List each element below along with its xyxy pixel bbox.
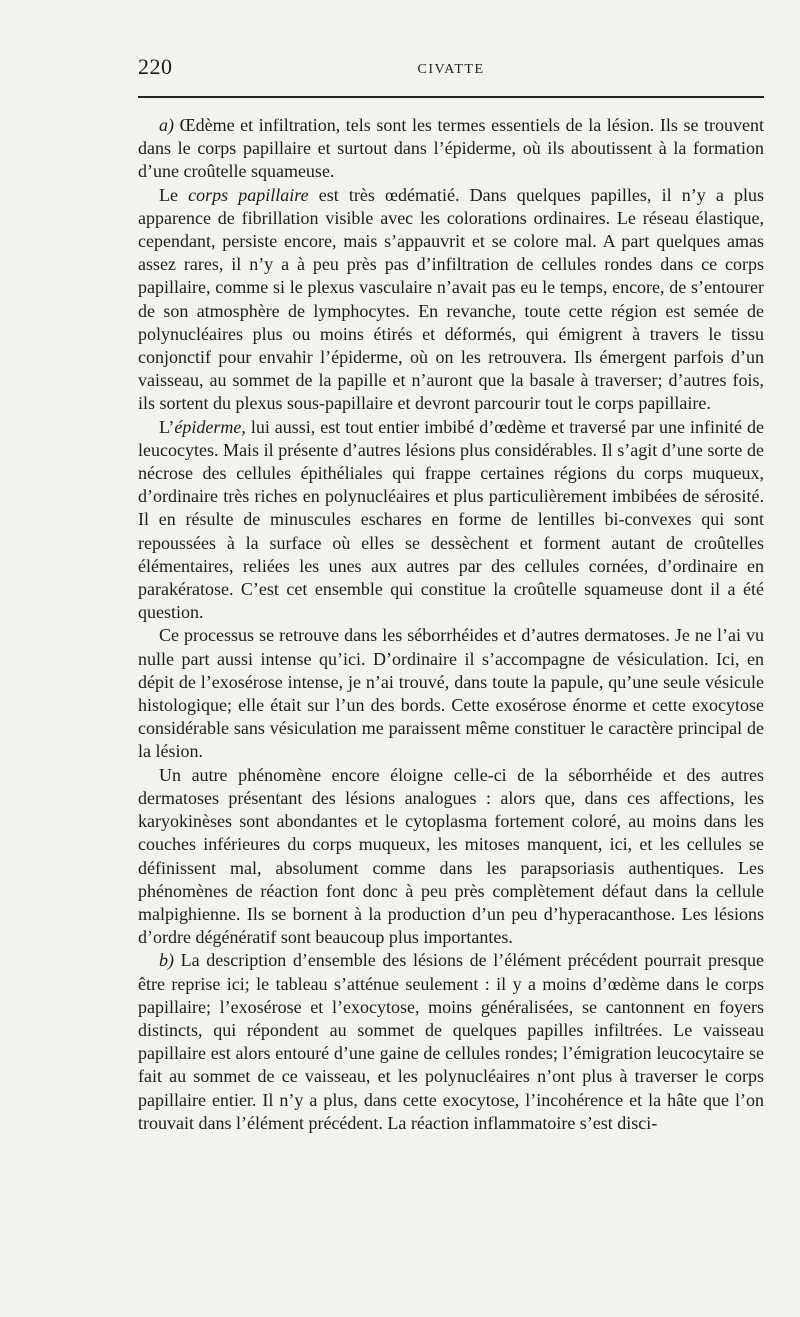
paragraph-text: Œdème et infiltration, tels sont les termes essentiels de la lésion. Ils se trouvent dans le corps papillaire et surtout dans l’épiderme, où ils aboutissent à la formation d’une croûtelle squameuse.	[138, 115, 764, 182]
paragraph-text: , lui aussi, est tout entier imbibé d’œdème et traversé par une infinité de leucocytes. Mais il présente d’autres lésions plus considérables. Il s’agit d’une sorte de nécrose des cellules épithéliales qui frappe certaines régions du corps muqueux, d’ordinaire très riches en polynucléaires et plus particulièrement imbibées de sérosité. Il en résulte de minuscules eschares en forme de lentilles bi-convexes qui sont repoussées à la surface où elles se dessèchent et forment autant de croûtelles élémentaires, reliées les unes aux autres par des cellules cornées, d’ordinaire en parakératose. C’est cet ensemble qui constitue la croûtelle squameuse dont il a été question.	[138, 416, 764, 623]
italic-term-corps-papillaire: corps papillaire	[188, 184, 309, 205]
running-title: CIVATTE	[417, 62, 485, 77]
paragraph-text: est très œdématié. Dans quelques papilles, il n’y a plus apparence de fibrillation visible avec les colorations ordinaires. Le réseau élastique, cependant, persiste encore, mais s’appauvrit et se colore mal. A part quelques amas assez rares, il n’y a à peu près pas d’infiltration de cellules rondes dans ce corps papillaire, comme si le plexus vasculaire n’avait pas eu le temps, encore, de s’entourer de son atmosphère de lymphocytes. En revanche, toute cette région est semée de polynucléaires plus ou moins étirés et déformés, qui émigrent à travers le tissu conjonctif pour envahir l’épiderme, où on les retrouvera. Ils émergent parfois d’un vaisseau, au sommet de la papille et n’auront que la basale à traverser; d’autres fois, ils sortent du plexus sous-papillaire et devront parcourir tout le corps papillaire.	[138, 184, 764, 414]
paragraph-epiderme	[138, 416, 764, 625]
paragraph-a-oedeme	[138, 114, 764, 184]
paragraph-b-description	[138, 949, 764, 1135]
header-rule	[138, 96, 764, 98]
paragraph-text: La description d’ensemble des lésions de l’élément précédent pourrait presque être reprise ici; le tableau s’atténue seulement : il y a moins d’œdème dans le corps papillaire; l’exosérose et l’exocytose, moins généralisées, se cantonnent en foyers distincts, qui répondent au sommet de quelques papilles infiltrées. Le vaisseau papillaire est alors entouré d’une gaine de cellules rondes; l’émigration leucocytaire se fait au sommet de ce vaisseau, et les polynucléaires n’ont plus à traverser le corps papillaire entier. Il n’y a plus, dans cette exocytose, l’incohérence et la hâte que l’on trouvait dans l’élément précédent. La réaction inflammatoire s’est disci-	[138, 950, 764, 1133]
body-text	[138, 114, 764, 1135]
paragraph-processus: Ce processus se retrouve dans les séborrhéides et d’autres dermatoses. Je ne l’ai vu nulle part aussi intense qu’ici. D’ordinaire il s’accompagne de vésiculation. Ici, en dépit de l’exosérose intense, je n’ai trouvé, dans toute la papule, qu’une seule vésicule histologique; elle était sur l’un des bords. Cette exosérose énorme et cette exocytose considérable sans vésiculation me paraissent même constituer le caractère principal de la lésion.	[138, 625, 764, 762]
paragraph-corps-papillaire	[138, 184, 764, 416]
item-marker-b: b)	[159, 950, 174, 971]
paragraph-lead: Le	[159, 184, 189, 205]
italic-term-epiderme: épiderme	[174, 416, 242, 437]
paragraph-autre-phenomene: Un autre phénomène encore éloigne celle-ci de la séborrhéide et des autres dermatoses présentant des lésions analogues : alors que, dans ces affections, les karyokinèses sont abondantes et le cytoplasma fortement coloré, au moins dans les couches inférieures du corps muqueux, les mitoses manquent, ici, et les cellules se définissent mal, absolument comme dans les parapsoriasis authentiques. Les phénomènes de réaction font donc à peu près complètement défaut dans la cellule malpighienne. Ils se bornent à la production d’un peu d’hyperacanthose. Les lésions d’ordre dégénératif sont beaucoup plus importantes.	[138, 764, 764, 948]
page-number: 220	[138, 54, 173, 79]
paragraph-lead: L’	[159, 416, 175, 437]
item-marker-a: a)	[159, 115, 174, 135]
page-header	[138, 54, 764, 90]
